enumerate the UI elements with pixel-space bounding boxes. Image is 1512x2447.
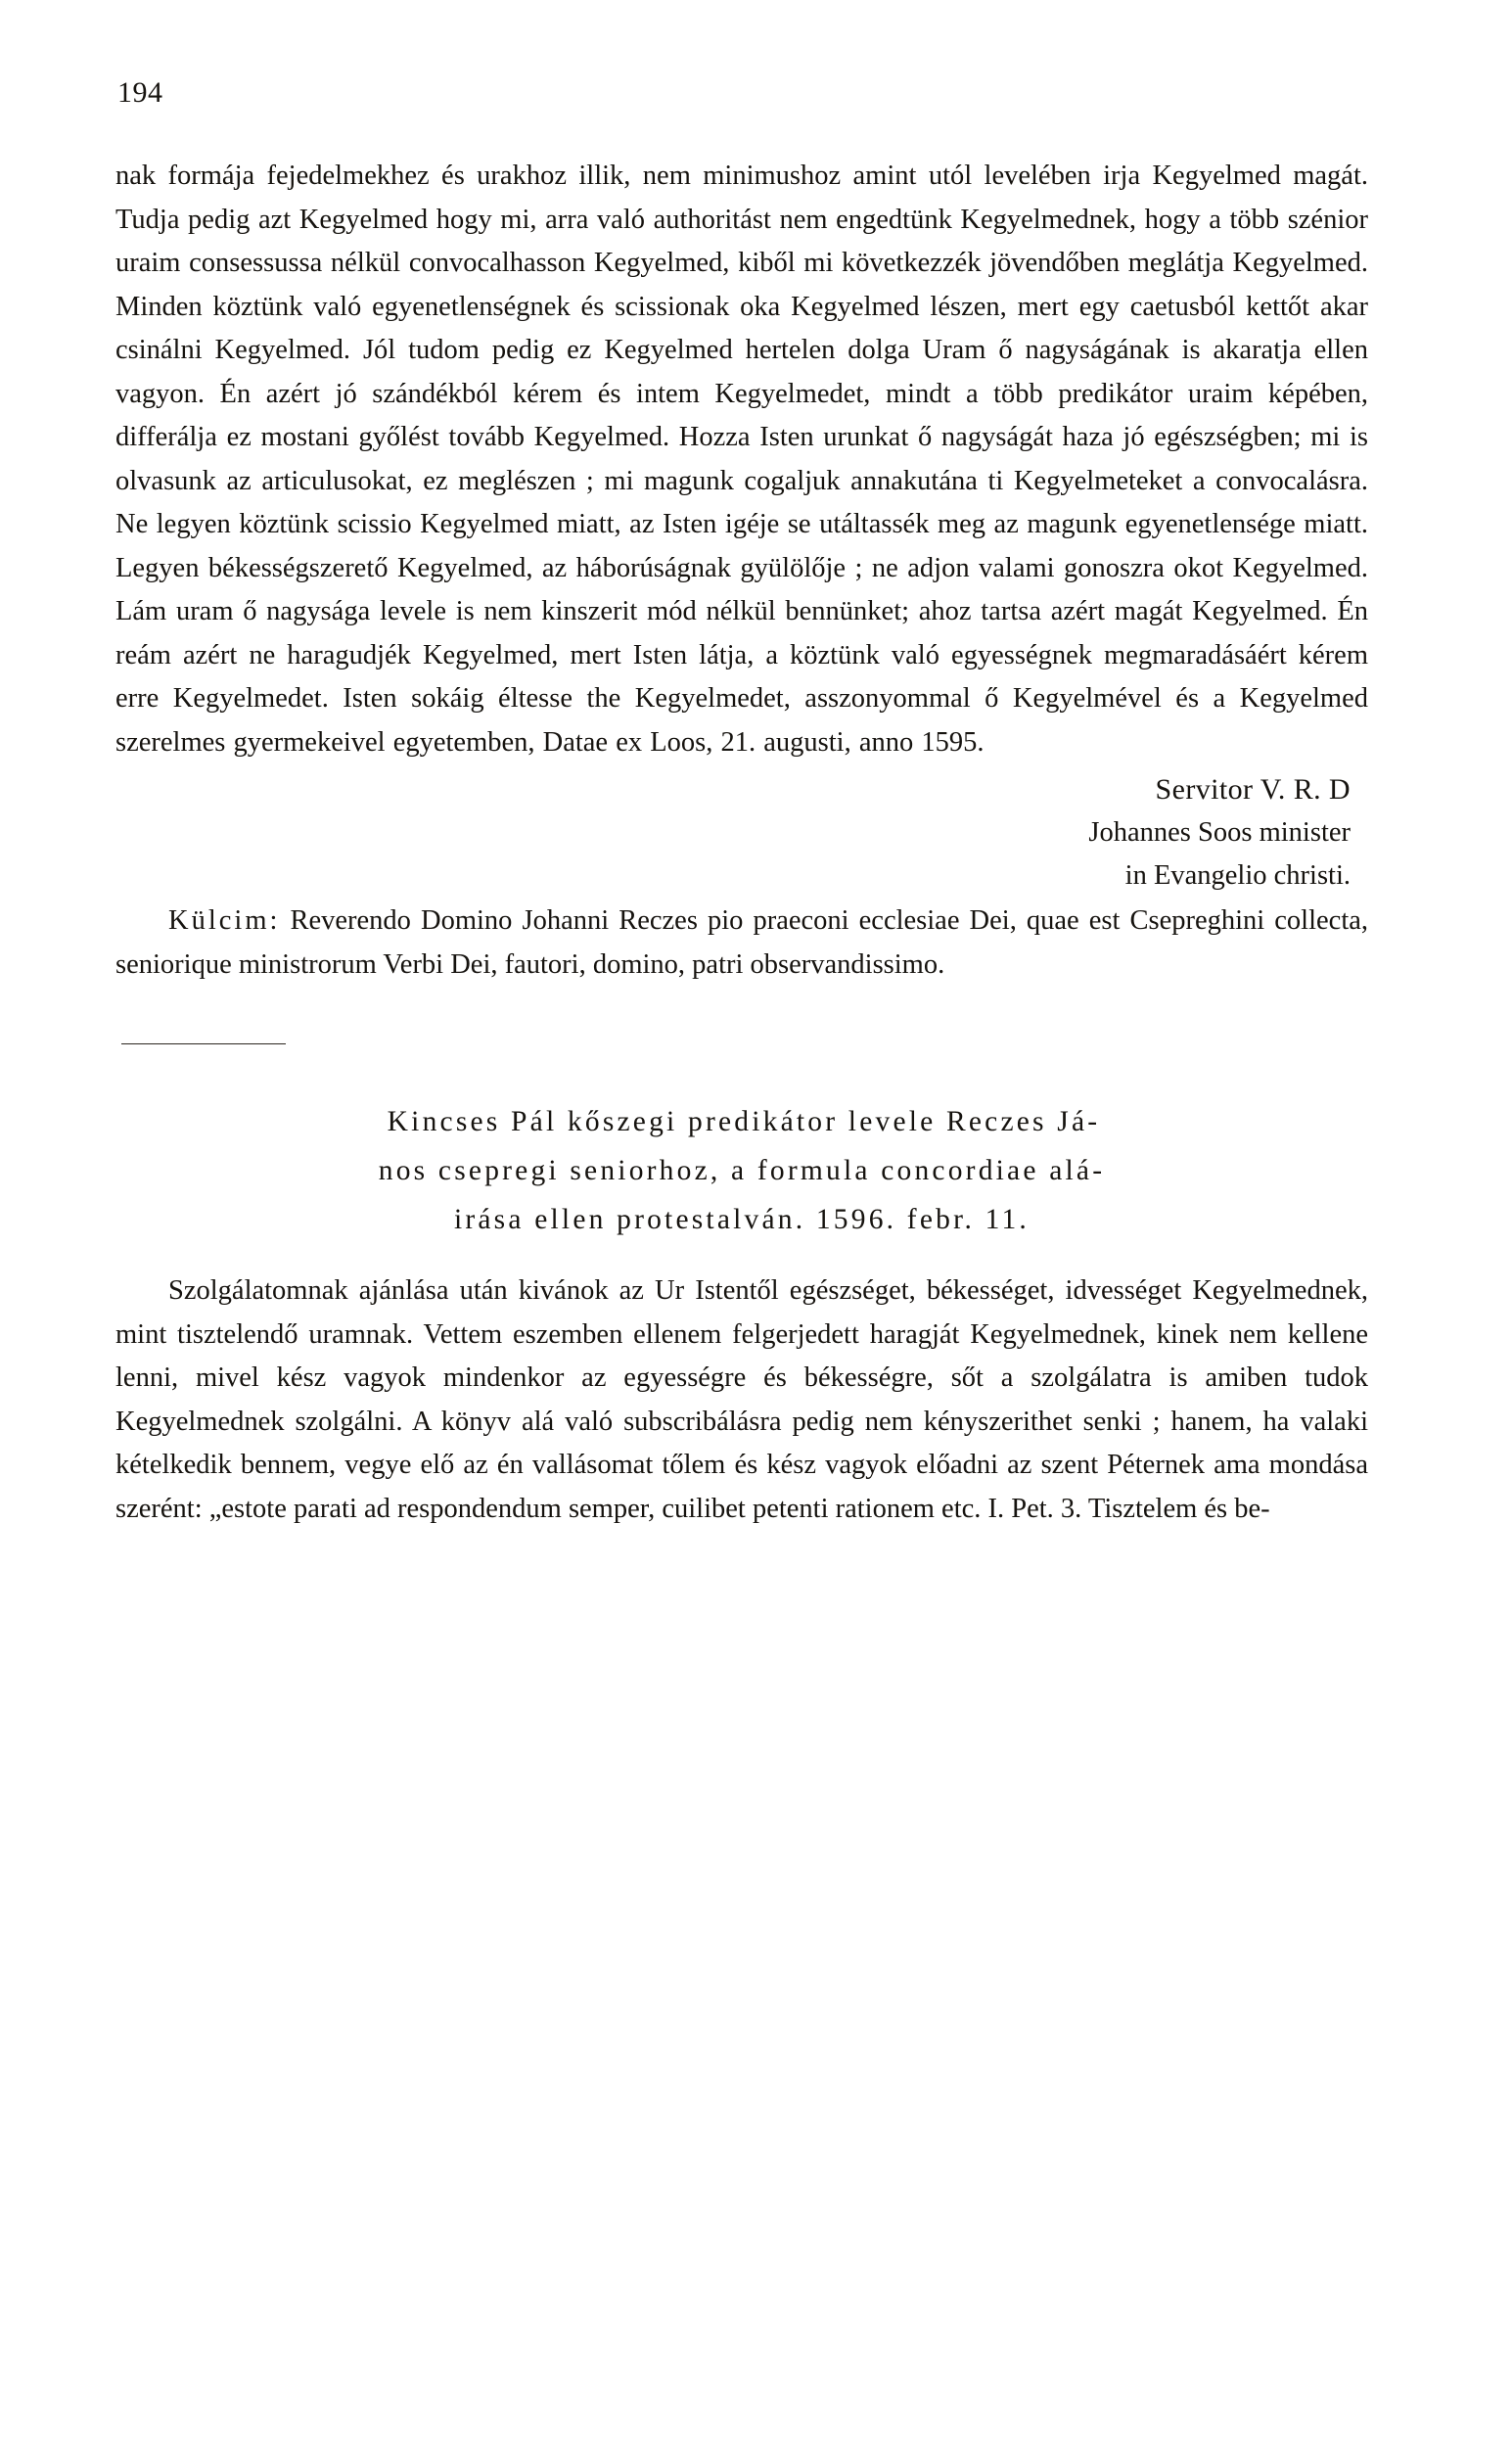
signature-line-3: in Evangelio christi.	[1124, 860, 1351, 891]
section-divider	[121, 1043, 286, 1044]
page-number: 194	[117, 76, 163, 109]
title-line-3: irása ellen protestalván. 1596. febr. 11.	[453, 1204, 1031, 1235]
address-paragraph	[115, 900, 1368, 987]
signature-line-2: Johannes Soos minister	[1088, 817, 1351, 848]
title-line-2: nos csepregi seniorhoz, a formula concordiae alá-	[378, 1155, 1106, 1186]
signature-line-1: Servitor V. R. D	[1155, 773, 1351, 806]
text-column	[115, 155, 1368, 1531]
address-label: Külcim:	[168, 905, 281, 936]
letter-two-title	[115, 1097, 1368, 1244]
letter-two-body-wrap	[115, 1270, 1368, 1531]
signature-block	[115, 768, 1368, 898]
letter-two-body: Szolgálatomnak ajánlása után kivánok az Ur Istentől egészséget, békességet, idvességet Kegyelmednek, mint tisztelendő uramnak. Vettem eszemben ellenem felgerjedett haragját Kegyelmednek, kinek nem kellene lenni, mivel kész vagyok mindenkor az egyességre és békességre, sőt a szolgálatra is amiben tudok Kegyelmednek szolgálni. A könyv alá való subscribálásra pedig nem kényszerithet senki ; hanem, ha valaki kételkedik bennem, vegye elő az én vallásomat tőlem és kész vagyok előadni az szent Péternek ama mondása szerént: „estote parati ad respondendum semper, cuilibet petenti rationem etc. I. Pet. 3. Tisztelem és be-	[115, 1275, 1368, 1524]
address-text: Reverendo Domino Johanni Reczes pio praeconi ecclesiae Dei, quae est Csepreghini collecta, seniorique ministrorum Verbi Dei, fautori, domino, patri observandissimo.	[115, 905, 1369, 980]
letter-one-body: nak formája fejedelmekhez és urakhoz illik, nem minimushoz amint utól levelében irja Kegyelmed magát. Tudja pedig azt Kegyelmed hogy mi, arra való authoritást nem engedtünk Kegyelmednek, hogy a több szénior uraim consessussa nélkül convocalhasson Kegyelmed, kiből mi következzék jövendőben meglátja Kegyelmed. Minden köztünk való egyenetlenségnek és scissionak oka Kegyelmed lészen, mert egy caetusból kettőt akar csinálni Kegyelmed. Jól tudom pedig ez Kegyelmed hertelen dolga Uram ő nagyságának is akaratja ellen vagyon. Én azért jó szándékból kérem és intem Kegyelmedet, mindt a több predikátor uraim képében, differálja ez mostani győlést tovább Kegyelmed. Hozza Isten urunkat ő nagyságát haza jó egészségben; mi is olvasunk az articulusokat, ez meglészen ; mi magunk cogaljuk annakutána ti Kegyelmeteket a convocalásra. Ne legyen köztünk scissio Kegyelmed miatt, az Isten igéje se utáltassék meg az magunk egyenetlensége miatt. Legyen békességszerető Kegyelmed, az háborúságnak gyülölője ; ne adjon valami gonoszra okot Kegyelmed. Lám uram ő nagysága levele is nem kinszerit mód nélkül bennünket; ahoz tartsa azért magát Kegyelmed. Én reám azért ne haragudjék Kegyelmed, mert Isten látja, a köztünk való egyességnek megmaradásáért kérem erre Kegyelmedet. Isten sokáig éltesse the Kegyelmedet, asszonyommal ő Kegyelmével és a Kegyelmed szerelmes gyermekeivel egyetemben, Datae ex Loos, 21. augusti, anno 1595.	[115, 161, 1368, 758]
title-line-1: Kincses Pál kőszegi predikátor levele Reczes Já-	[387, 1106, 1101, 1137]
